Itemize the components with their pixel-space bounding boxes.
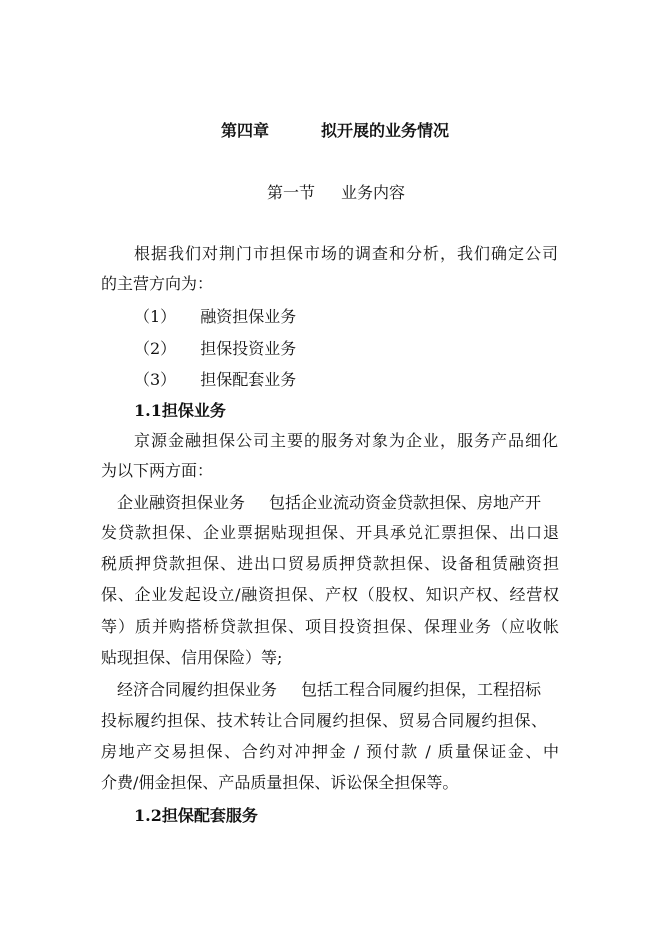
list-item	[134, 307, 296, 327]
list-item-number: （3）	[134, 370, 177, 389]
contract-head: 经济合同履约担保业务	[117, 680, 278, 699]
list-item-label: 融资担保业务	[200, 307, 297, 326]
enterprise-line-1	[117, 493, 541, 513]
list-item-number: （1）	[134, 307, 177, 326]
list-item	[134, 339, 296, 359]
enterprise-line-4: 保、企业发起设立/融资担保、产权（股权、知识产权、经营权	[101, 585, 559, 604]
enterprise-line-6: 贴现担保、信用保险）等;	[101, 648, 283, 667]
service-line-1: 京源金融担保公司主要的服务对象为企业，服务产品细化	[134, 431, 558, 450]
chapter-title: 拟开展的业务情况	[321, 121, 450, 140]
list-item	[134, 370, 296, 390]
list-item-label: 担保投资业务	[200, 339, 297, 358]
chapter-heading	[221, 121, 449, 141]
intro-line-2: 的主营方向为：	[101, 274, 214, 293]
enterprise-line-5: 等）质并购搭桥贷款担保、项目投资担保、保理业务（应收帐	[101, 617, 559, 636]
chapter-number: 第四章	[221, 121, 270, 140]
intro-line-1: 根据我们对荆门市担保市场的调查和分析，我们确定公司	[134, 244, 558, 263]
enterprise-head: 企业融资担保业务	[117, 493, 246, 512]
section-title: 业务内容	[341, 183, 406, 202]
heading-1-2: 1.2担保配套服务	[134, 806, 258, 825]
enterprise-line-2: 发贷款担保、企业票据贴现担保、开具承兑汇票担保、出口退	[101, 523, 559, 542]
contract-line-4: 介费/佣金担保、产品质量担保、诉讼保全担保等。	[101, 773, 459, 792]
enterprise-rest: 包括企业流动资金贷款担保、房地产开	[269, 493, 542, 512]
list-item-label: 担保配套业务	[200, 370, 297, 389]
section-number: 第一节	[267, 183, 316, 202]
section-heading	[267, 183, 405, 203]
contract-line-3: 房地产交易担保、合约对冲押金 / 预付款 / 质量保证金、中	[101, 742, 559, 761]
service-line-2: 为以下两方面：	[101, 461, 214, 480]
enterprise-line-3: 税质押贷款担保、进出口贸易质押贷款担保、设备租赁融资担	[101, 554, 559, 573]
list-item-number: （2）	[134, 339, 177, 358]
contract-line-1	[117, 680, 541, 700]
contract-rest: 包括工程合同履约担保，工程招标	[301, 680, 542, 699]
heading-1-1: 1.1担保业务	[134, 401, 226, 420]
contract-line-2: 投标履约担保、技术转让合同履约担保、贸易合同履约担保、	[101, 711, 547, 730]
